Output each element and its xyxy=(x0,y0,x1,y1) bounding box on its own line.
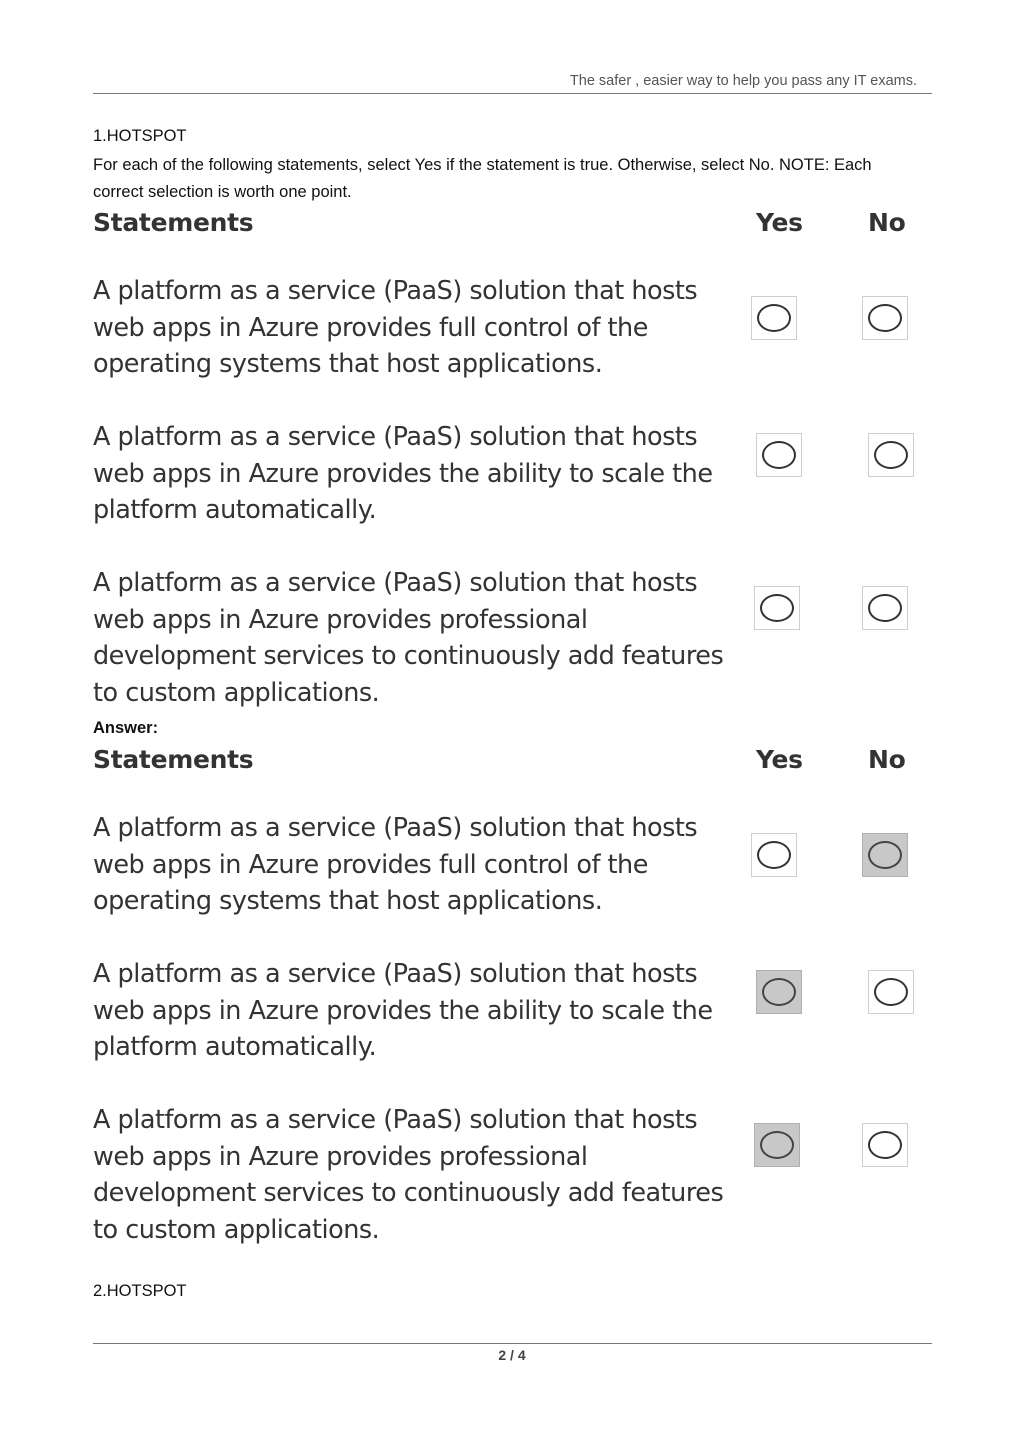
no-header: No xyxy=(868,208,906,237)
question-1-title: 1.HOTSPOT xyxy=(93,127,187,145)
radio-circle-icon xyxy=(760,594,794,622)
statement-2-no-radio[interactable] xyxy=(868,433,914,477)
radio-circle-icon xyxy=(762,441,796,469)
footer-divider xyxy=(93,1343,932,1344)
header-divider xyxy=(93,93,932,94)
answer-3-yes-radio xyxy=(754,1123,800,1167)
statements-header: Statements xyxy=(93,208,254,237)
radio-circle-icon xyxy=(868,594,902,622)
statement-1-yes-radio[interactable] xyxy=(751,296,797,340)
question-2-title: 2.HOTSPOT xyxy=(93,1282,187,1300)
radio-circle-icon xyxy=(868,1131,902,1159)
answer-label: Answer: xyxy=(93,719,159,737)
answer-1-yes-radio xyxy=(751,833,797,877)
statement-1: A platform as a service (PaaS) solution that hosts web apps in Azure provides full control of the operating systems that host applications. xyxy=(93,276,698,379)
radio-circle-icon xyxy=(760,1131,794,1159)
radio-circle-icon xyxy=(757,841,791,869)
header-tagline: The safer , easier way to help you pass any IT exams. xyxy=(569,73,917,89)
statement-1-no-radio[interactable] xyxy=(862,296,908,340)
answer-statement-1: A platform as a service (PaaS) solution that hosts web apps in Azure provides full control of the operating systems that host applications. xyxy=(93,813,698,916)
answer-2-no-radio xyxy=(868,970,914,1014)
radio-circle-icon xyxy=(868,841,902,869)
radio-circle-icon xyxy=(874,978,908,1006)
radio-circle-icon xyxy=(762,978,796,1006)
statement-2-yes-radio[interactable] xyxy=(756,433,802,477)
statement-3-yes-radio[interactable] xyxy=(754,586,800,630)
no-header: No xyxy=(868,745,906,774)
yes-header: Yes xyxy=(756,745,803,774)
radio-circle-icon xyxy=(874,441,908,469)
answer-1-no-radio xyxy=(862,833,908,877)
question-1-instructions: For each of the following statements, select Yes if the statement is true. Otherwise, select No. NOTE: Each correct selection is worth one point. xyxy=(93,156,872,201)
radio-circle-icon xyxy=(868,304,902,332)
yes-header: Yes xyxy=(756,208,803,237)
answer-statement-2: A platform as a service (PaaS) solution that hosts web apps in Azure provides the ability to scale the platform automatically. xyxy=(93,959,713,1062)
statement-2: A platform as a service (PaaS) solution that hosts web apps in Azure provides the ability to scale the platform automatically. xyxy=(93,422,713,525)
answer-3-no-radio xyxy=(862,1123,908,1167)
page-number: 2 / 4 xyxy=(498,1347,526,1363)
statement-3: A platform as a service (PaaS) solution that hosts web apps in Azure provides professional development services to continuously add features to custom applications. xyxy=(93,568,724,708)
answer-2-yes-radio xyxy=(756,970,802,1014)
answer-statement-3: A platform as a service (PaaS) solution that hosts web apps in Azure provides professional development services to continuously add features to custom applications. xyxy=(93,1105,724,1245)
statements-header: Statements xyxy=(93,745,254,774)
radio-circle-icon xyxy=(757,304,791,332)
statement-3-no-radio[interactable] xyxy=(862,586,908,630)
